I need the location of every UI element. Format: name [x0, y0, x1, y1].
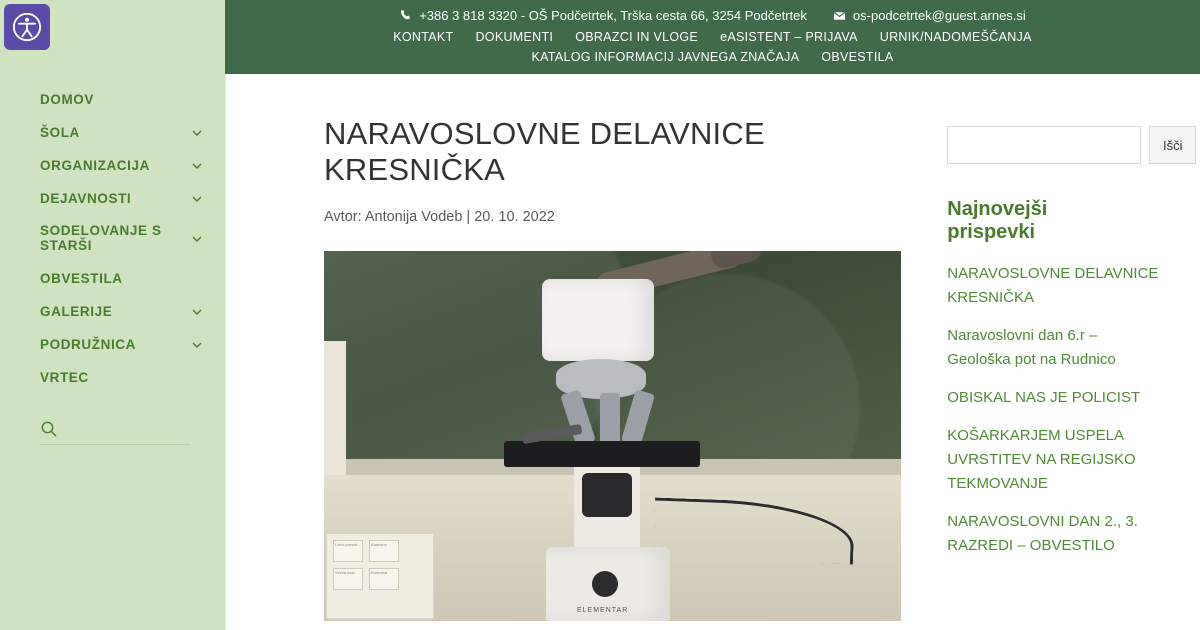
slide-label: Sveža kost: [333, 568, 363, 590]
slide-box: [326, 533, 434, 619]
sidebar-item-label: PODRUŽNICA: [40, 336, 136, 352]
search-input[interactable]: [947, 126, 1141, 164]
sidebar-item-label: VRTEC: [40, 369, 89, 385]
sidebar-item-label: ŠOLA: [40, 124, 80, 140]
post-article: [226, 74, 901, 630]
sidebar-item-organizacija[interactable]: [0, 150, 225, 183]
list-item[interactable]: OBISKAL NAS JE POLICIST: [947, 389, 1141, 406]
search-button[interactable]: Išči: [1149, 126, 1196, 164]
sidebar-item-dejavnosti[interactable]: [0, 183, 225, 216]
sidebar-item-domov[interactable]: [0, 84, 225, 117]
sidebar-item-galerije[interactable]: [0, 296, 225, 329]
sidebar-item-label: GALERIJE: [40, 303, 113, 319]
header-nav-row-1: [225, 30, 1200, 44]
sidebar-item-label: DOMOV: [40, 92, 95, 107]
nav-link-katalog-informacij[interactable]: KATALOG INFORMACIJ JAVNEGA ZNAČAJA: [531, 50, 800, 64]
list-item[interactable]: KOŠARKARJEM USPELA UVRSTITEV NA REGIJSKO TEKMOVANJE: [947, 427, 1136, 492]
chevron-down-icon: [191, 339, 203, 351]
sidebar-search-input[interactable]: [64, 421, 174, 438]
search-widget: [947, 126, 1183, 164]
main-menu: [0, 0, 225, 394]
slide-label: Listni presek: [333, 540, 363, 562]
header-email-text: os-podcetrtek@guest.arnes.si: [852, 8, 1026, 23]
sidebar-item-sodelovanje-s-starsi[interactable]: [0, 215, 225, 263]
sidebar-item-sola[interactable]: [0, 117, 225, 150]
microscope-brand-label: ELEMENTAR: [577, 607, 629, 615]
page-title: NARAVOSLOVNE DELAVNICE KRESNIČKA: [324, 116, 765, 187]
nav-link-kontakt[interactable]: KONTAKT: [393, 30, 454, 44]
sidebar-item-vrtec[interactable]: [0, 362, 225, 395]
sidebar-item-obvestila[interactable]: [0, 263, 225, 296]
content-area: [225, 74, 1200, 630]
search-icon: [40, 420, 58, 438]
sidebar-item-podruznica[interactable]: [0, 329, 225, 362]
nav-link-urnik-nadomescanja[interactable]: URNIK/NADOMEŠČANJA: [879, 30, 1032, 44]
microscope-illuminator: [582, 473, 632, 517]
sidebar-item-label: OBVESTILA: [40, 271, 123, 287]
sidebar-item-label: SODELOVANJE S STARŠI: [40, 223, 162, 254]
header-contact-bar: [225, 0, 1200, 23]
phone-icon: [399, 9, 412, 22]
chevron-down-icon: [191, 127, 203, 139]
sidebar-item-label: DEJAVNOSTI: [40, 190, 132, 206]
nav-link-obvestila[interactable]: OBVESTILA: [821, 50, 894, 64]
chevron-down-icon: [191, 306, 203, 318]
post-featured-image: [324, 251, 901, 621]
right-sidebar: [901, 74, 1200, 630]
accessibility-icon[interactable]: [4, 4, 50, 50]
slide-label: Korenina: [369, 568, 399, 590]
header-nav-row-2: [225, 50, 1200, 64]
microscope-stage: [504, 441, 700, 467]
recent-posts-heading: Najnovejši prispevki: [947, 198, 1048, 243]
chevron-down-icon: [191, 160, 203, 172]
nav-link-obrazci-in-vloge[interactable]: OBRAZCI IN VLOGE: [575, 30, 699, 44]
nav-link-easistent-prijava[interactable]: eASISTENT – PRIJAVA: [720, 30, 858, 44]
site-header: [225, 0, 1200, 74]
envelope-icon: [833, 9, 846, 22]
list-item[interactable]: Naravoslovni dan 6.r – Geološka pot na Rudnico: [947, 327, 1116, 368]
header-phone-text: +386 3 818 3320 - OŠ Podčetrtek, Trška cesta 66, 3254 Podčetrtek: [419, 8, 807, 23]
sidebar-search[interactable]: [40, 420, 190, 445]
recent-posts-list: [947, 262, 1160, 558]
chevron-down-icon: [191, 233, 203, 245]
post-meta: Avtor: Antonija Vodeb | 20. 10. 2022: [324, 209, 555, 226]
left-sidebar: [0, 0, 225, 630]
sidebar-item-label: ORGANIZACIJA: [40, 157, 150, 173]
list-item[interactable]: NARAVOSLOVNI DAN 2., 3. RAZREDI – OBVESTILO: [947, 513, 1138, 554]
microscope-head: [542, 279, 654, 361]
slide-label: Kamnine: [369, 540, 399, 562]
chevron-down-icon: [191, 193, 203, 205]
header-email[interactable]: [833, 8, 1026, 23]
list-item[interactable]: NARAVOSLOVNE DELAVNICE KRESNIČKA: [947, 265, 1159, 306]
nav-link-dokumenti[interactable]: DOKUMENTI: [475, 30, 554, 44]
header-phone[interactable]: [399, 8, 807, 23]
